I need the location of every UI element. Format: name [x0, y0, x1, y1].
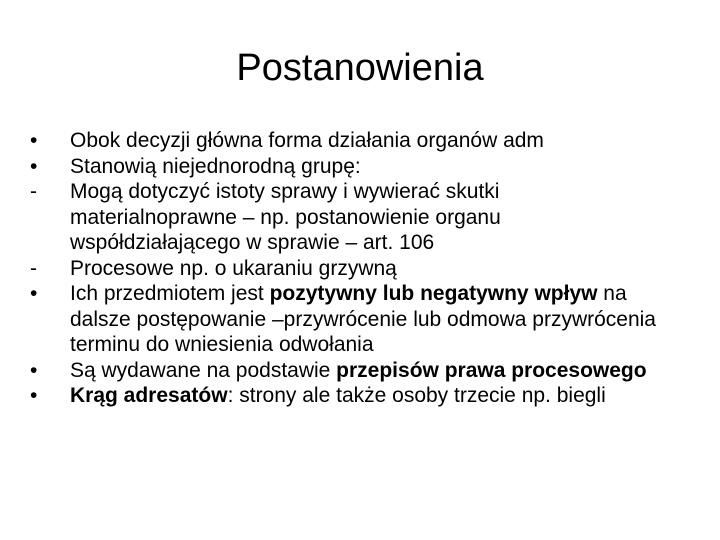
bullet-icon: •	[30, 384, 38, 407]
bullet-icon: •	[30, 129, 38, 152]
list-item-text	[70, 256, 670, 282]
text-run: na dalsze postępowanie –przywrócenie lub odmowa przywrócenia terminu do wniesienia odwołania	[70, 282, 656, 356]
list-item	[30, 256, 670, 282]
list-item-text	[70, 128, 670, 154]
text-run: Procesowe np. o ukaraniu grzywną	[70, 256, 397, 280]
dash-icon: -	[30, 256, 37, 280]
emphasis-text: pozytywny lub negatywny wpływ	[269, 282, 598, 305]
text-run: Obok decyzji główna forma działania organów adm	[70, 129, 544, 152]
dash-icon: -	[30, 180, 37, 203]
bullet-icon: •	[30, 282, 38, 305]
list-item-text	[70, 154, 670, 180]
emphasis-text: Krąg adresatów	[70, 384, 228, 407]
text-run: : strony ale także osoby trzecie np. biegli	[227, 384, 606, 407]
list-item	[30, 154, 670, 180]
text-run: Mogą dotyczyć istoty sprawy i wywierać skutki materialnoprawne – np. postanowienie organu współdziałającego w sprawie – art. 106	[70, 180, 501, 254]
list-item-text	[70, 383, 670, 409]
list-item-text	[70, 358, 670, 384]
emphasis-text: przepisów prawa procesowego	[336, 358, 647, 382]
list-item	[30, 179, 670, 256]
bullet-icon: •	[30, 154, 38, 178]
text-run: Stanowią niejednorodną grupę:	[70, 154, 361, 178]
bullet-list	[30, 128, 670, 409]
text-run: Są wydawane na podstawie	[70, 358, 337, 382]
text-run: Ich przedmiotem jest	[70, 282, 270, 305]
list-item	[30, 128, 670, 154]
list-item	[30, 281, 670, 358]
bullet-icon: •	[30, 358, 38, 382]
list-item	[30, 383, 670, 409]
list-item-text	[70, 179, 670, 256]
list-item	[30, 358, 670, 384]
slide-title: Postanowienia	[236, 47, 484, 89]
list-item-text	[70, 281, 670, 358]
